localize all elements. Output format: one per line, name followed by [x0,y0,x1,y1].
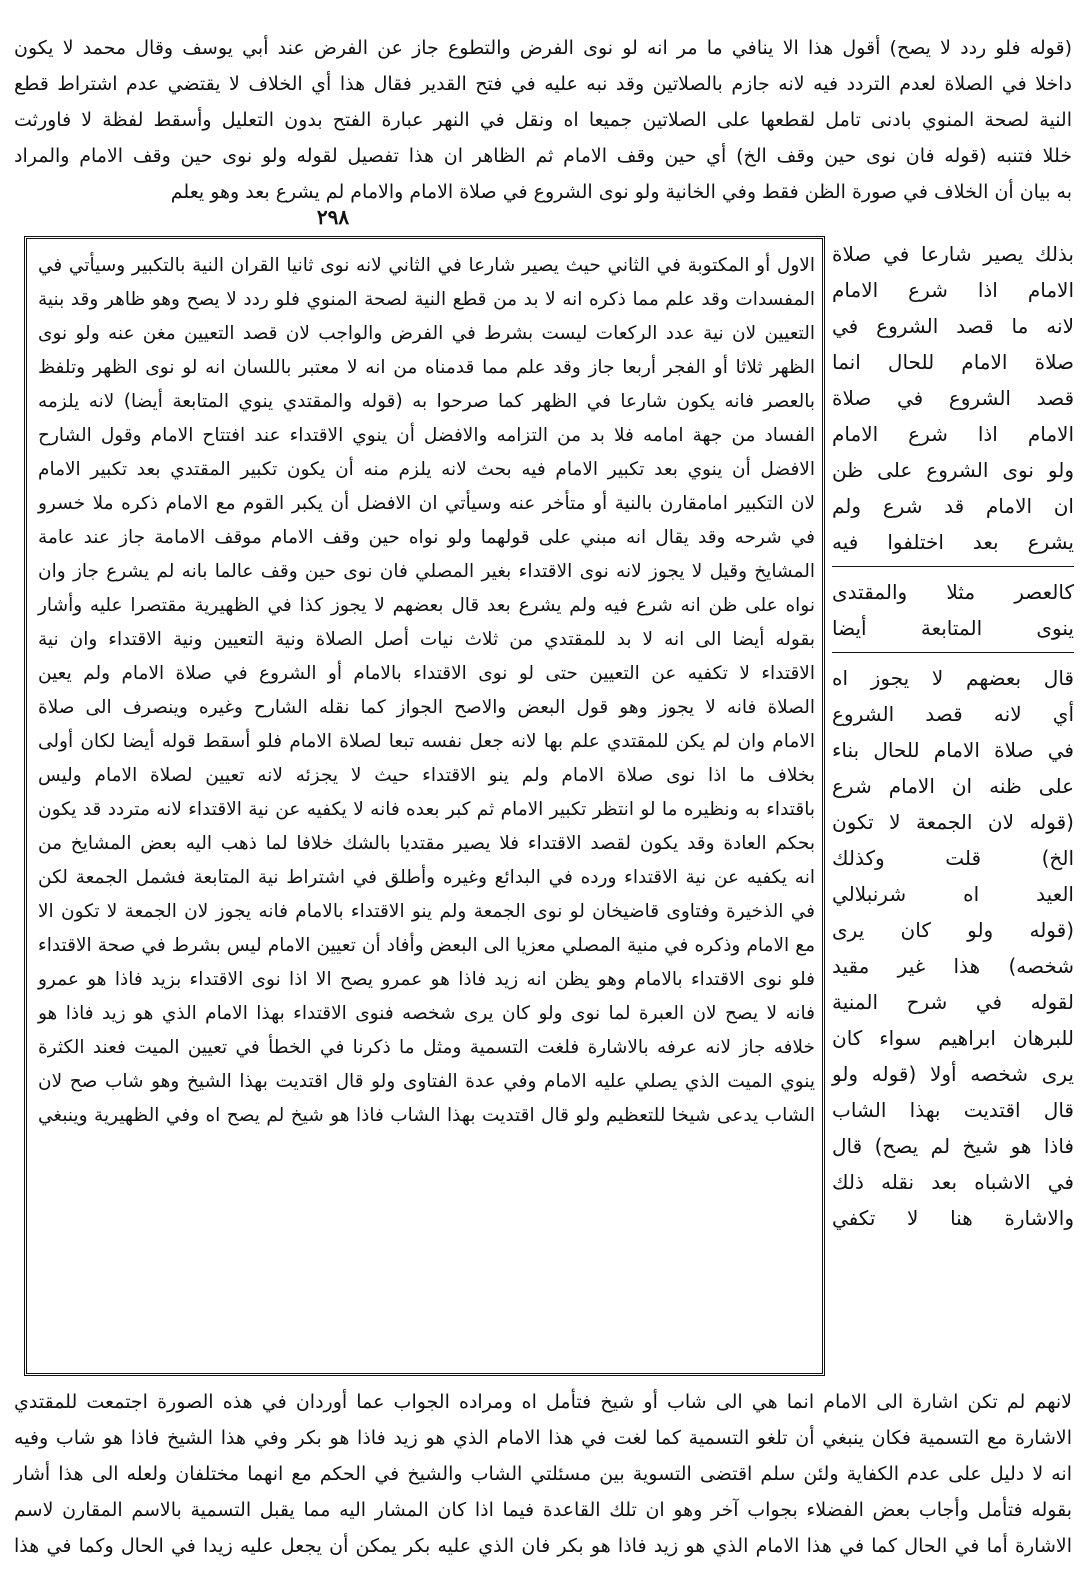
main-line: المفسدات وقد علم مما ذكره انه لا بد من قطع النية لصحة المنوي فلو ردد لا يصح وهو ظاهر وقد بنية [38,289,815,310]
header-line: داخلا في الصلاة لعدم التردد فيه لانه جازم بالصلاتين وقد نبه عليه في فتح القدير فقال هذا أي الخلاف لا يقتضي عدم اشتراط قطع [14,73,1072,95]
side-line: (قوله لان الجمعة لا تكون [832,810,1074,834]
side-line: بذلك يصير شارعا في صلاة [832,242,1074,266]
side-line: قال بعضهم لا يجوز اه [832,666,1074,690]
side-line: يرى شخصه أولا (قوله ولو [832,1062,1074,1086]
main-line: الاول أو المكتوبة في الثاني حيث يصير شارعا في الثاني لانه نوى ثانيا القران النية بالتكبير وسيأتي في [38,255,815,276]
main-line: باقتداء به ونظيره ما لو انتظر تكبير الامام ثم كبر بعده فانه لا يكفيه عن نية الاقتداء لانه متردد قد يكون [38,799,815,820]
header-line: (قوله فلو ردد لا يصح) أقول هذا الا ينافي ما مر انه لو نوى الفرض والتطوع جاز عن الفرض عند أبي يوسف وقال محمد لا يكون [14,37,1072,59]
side-line: على ظنه ان الامام شرع [832,774,1074,798]
side-line: والاشارة هنا لا تكفي [832,1206,1074,1230]
main-line: بخلاف ما اذا نوى صلاة الامام ولم ينو الاقتداء حيث لا يجزئه لانه تعيين لصلاة الامام وليس [38,765,815,786]
header-line: خللا فتنبه (قوله فان نوى حين وقف الخ) أي حين وقف الامام ثم الظاهر ان هذا تفصيل لقوله ولو نوى حين وقف الامام والمراد [14,145,1072,167]
main-line: لان التكبير امامقارن بالنية أو متأخر عنه وسيأتي ان الافضل أن يكبر القوم مع الامام ذكره ملا خسرو [38,493,815,514]
side-line: قال اقتديت بهذا الشاب [832,1098,1074,1122]
header-line: به بيان أن الخلاف في صورة الظن فقط وفي الخانية ولو نوى الشروع في صلاة الامام والامام لم يشرع بعد وهو يعلم [170,181,1072,203]
footer-line: انه لا دليل على عدم الكفاية ولئن سلم اقتضى التسوية بين مسئلتي الشاب والشيخ في الحكم مع انهما مختلفان ولعله الى هذا أشار [14,1463,1072,1485]
main-line: الافضل أن ينوي بعد تكبير الامام فيه بحث لانه يلزم منه أن يكون تكبير المقتدي بعد تكبير الامام [38,459,815,480]
main-line: الامام وان لم يكن للمقتدي علم بها لانه جعل نفسه تبعا لصلاة الامام فلو أسقط قوله أيضا لكان أولى [38,731,815,752]
footer-line: الاشارة أما في الحال كما في هذا الامام الذي هو زيد فاذا هو بكر فان الذي عليه بكر يمكن أن يجعل عليه زيدا في الحال وكما في هذا [14,1535,1072,1557]
side-divider [832,566,1074,567]
main-line: خلافه جاز لانه عرفه بالاشارة فلغت التسمية ومثل ما ذكرنا في الخطأ في تعيين الميت فعند الكثرة [38,1037,815,1058]
main-line: نواه على ظن انه شرع فيه ولم يشرع بعد قال بعضهم لا يجوز كذا في الظهيرية مقتصرا عليه وأشار [38,595,815,616]
main-line: الاقتداء لا تكفيه عن التعيين حتى لو نوى الاقتداء بالامام أو الشروع في صلاة الامام ولم يعين [38,663,815,684]
side-line: الامام اذا شرع الامام [832,422,1074,446]
side-line: ولو نوى الشروع على ظن [832,458,1074,482]
main-line: في الذخيرة وفتاوى قاضيخان لو نوى الجمعة ولم ينو الاقتداء بالامام فانه يجوز لان الجمعة لا تكون الا [38,901,815,922]
footer-line: الاشارة مع التسمية فكان ينبغي أن تلغو التسمية كما لغت في هذا الامام الذي هو زيد فاذا هو بكر وفي هذا الشيخ فاذا هو شاب وفيه [14,1427,1072,1449]
footer-line: بقوله فتأمل وأجاب بعض الفضلاء بجواب آخر وهو ان تلك القاعدة فيما اذا كان المشار اليه مما يقبل التسمية بالاسم المقارن لاسم [14,1499,1072,1521]
main-line: الظهر ثلاثا أو الفجر أربعا جاز وقد علم مما قدمناه من انه لا معتبر باللسان انه لو نوى الظهر وتلفظ [38,357,815,378]
page-number: ٢٩٨ [316,205,350,229]
main-line: فلو نوى الاقتداء بالامام وهو يظن انه زيد فاذا هو عمرو يصح الا اذا نوى الاقتداء بزيد فاذا هو عمرو [38,969,815,990]
side-line: في الاشباه بعد نقله ذلك [832,1170,1074,1194]
main-line: في شرحه وقد يقال انه مبني على قولهما ولو نواه حين وقف الامام موقف الامامة جاز عند عامة [38,527,815,548]
main-line: فانه لا يصح لان العبرة لما نوى ولو كان يرى شخصه فنوى الاقتداء بهذا الامام الذي هو زيد فاذا هو [38,1003,815,1024]
side-line: للبرهان ابراهيم سواء كان [832,1026,1074,1050]
side-line: ان الامام قد شرع ولم [832,494,1074,518]
side-line: يشرع بعد اختلفوا فيه [832,530,1074,554]
main-line: التعيين لان نية عدد الركعات ليست بشرط في الفرض والواجب لان قصد التعيين مغن عنه ولو نوى [38,323,815,344]
main-line: بحكم العادة وقد يكون لقصد الاقتداء فلا يصير مقتديا بالشك خلافا لما ذهب اليه بعض المشايخ من [38,833,815,854]
side-divider [832,652,1074,653]
side-line: الامام اذا شرع الامام [832,278,1074,302]
main-line: انه يكفيه عن نية الاقتداء ورده في البدائع وغيره وأطلق في اشتراط نية المتابعة فشمل الجمعة لكن [38,867,815,888]
side-line: فاذا هو شيخ لم يصح) قال [832,1134,1074,1158]
main-line: المشايخ وقيل لا يجوز لانه نوى الاقتداء بغير المصلي فان نوى حين وقف عالما بانه لم يشرع جاز وان [38,561,815,582]
side-line: في صلاة الامام للحال بناء [832,738,1074,762]
side-line: ينوى المتابعة أيضا [832,616,1074,640]
main-line: بالعصر فانه يكون شارعا في الظهر كما صرحوا به (قوله والمقتدي ينوي المتابعة أيضا) لانه يلزمه [38,391,815,412]
main-line: مع الامام وذكره في منية المصلي معزيا الى البعض وأفاد أن تعيين الامام ليس بشرط في صحة الاقتداء [38,935,815,956]
main-line: بقوله أيضا الى انه لا بد للمقتدي من ثلاث نيات أصل الصلاة ونية التعيين ونية الاقتداء وان نية [38,629,815,650]
side-line: قصد الشروع في صلاة [832,386,1074,410]
side-line: العيد اه شرنبلالي [832,882,1074,906]
main-line: الفساد من جهة امامه فلا بد من التزامه والافضل أن ينوي الاقتداء عند افتتاح الامام وقول الشارح [38,425,815,446]
header-line: النية لصحة المنوي بادنى تامل لقطعها على الصلاتين جميعا اه ونقل في النهر عبارة الفتح بدون التعليل وأسقط لفظة لا فاورثت [14,109,1072,131]
main-line: الصلاة فانه لا يجوز وهو قول البعض والاصح الجواز كما نقله الشارح وغيره وينصرف الى صلاة [38,697,815,718]
main-line: ينوي الميت الذي يصلي عليه الامام وفي عدة الفتاوى ولو قال اقتديت بهذا الشيخ وهو شاب صح لان [38,1071,815,1092]
side-line: (قوله ولو كان يرى [832,918,1074,942]
main-line: الشاب يدعى شيخا للتعظيم ولو قال اقتديت بهذا الشاب فاذا هو شيخ لم يصح اه وفي الظهيرية وينبغي [38,1105,815,1126]
side-line: لقوله في شرح المنية [832,990,1074,1014]
side-line: الخ) قلت وكذلك [832,846,1074,870]
side-line: لانه ما قصد الشروع في [832,314,1074,338]
side-line: كالعصر مثلا والمقتدى [832,580,1074,604]
side-line: أي لانه قصد الشروع [832,702,1074,726]
side-line: شخصه) هذا غير مقيد [832,954,1074,978]
side-line: صلاة الامام للحال انما [832,350,1074,374]
footer-line: لانهم لم تكن اشارة الى الامام انما هي الى شاب أو شيخ فتأمل اه ومراده الجواب عما أوردان في هذه الصورة اجتمعت للمقتدي [14,1391,1072,1413]
